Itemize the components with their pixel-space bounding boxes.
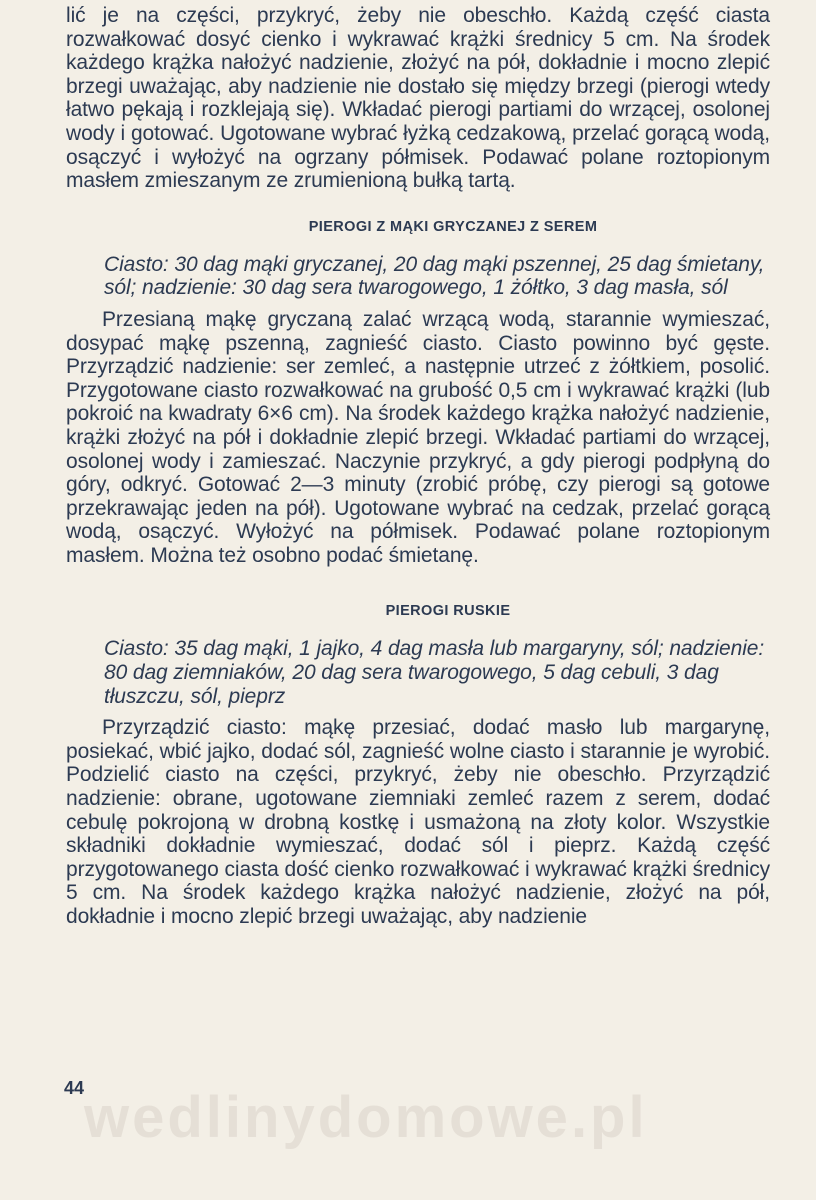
- recipe-method-ruskie: Przyrządzić ciasto: mąkę przesiać, dodać masło lub margarynę, posiekać, wbić jajko, dodać sól, zagnieść wolne ciasto i starannie je wyrobić. Podzielić ciasto na części, przykryć, żeby nie obeschło. Przyrządzić nadzienie: obrane, ugotowane ziemniaki zemleć razem z serem, dodać cebulę pokrojoną w drobną kostkę i usmażoną na złoty kolor. Wszystkie składniki dokładnie wymieszać, dodać sól i pieprz. Każdą część przygotowanego ciasta dość cienko rozwałkować i wykrawać krążki średnicy 5 cm. Na środek każdego krążka nałożyć nadzienie, złożyć na pół, dokładnie i mocno zlepić brzegi uważając, aby nadzienie: [66, 716, 770, 928]
- watermark: wedlinydomowe.pl: [84, 1085, 648, 1150]
- recipe-title-buckwheat: PIEROGI Z MĄKI GRYCZANEJ Z SEREM: [308, 218, 598, 235]
- recipe-ingredients-buckwheat: Ciasto: 30 dag mąki gryczanej, 20 dag mąki pszennej, 25 dag śmietany, sól; nadzienie: 30 dag sera twarogowego, 1 żółtko, 3 dag masła, sól: [104, 252, 765, 300]
- book-page: [66, 4, 770, 929]
- recipe-ingredients-ruskie: Ciasto: 35 dag mąki, 1 jajko, 4 dag masła lub margaryny, sól; nadzienie: 80 dag ziemniaków, 20 dag sera twarogowego, 5 dag cebuli, 3 dag tłuszczu, sól, pieprz: [104, 637, 765, 708]
- page-number: 44: [64, 1078, 85, 1098]
- intro-paragraph: lić je na części, przykryć, żeby nie obeschło. Każdą część ciasta rozwałkować dosyć cienko i wykrawać krążki średnicy 5 cm. Na środek każdego krążka nałożyć nadzienie, złożyć na pół, dokładnie i mocno zlepić brzegi uważając, aby nadzienie nie dostało się między brzegi (pierogi wtedy łatwo pękają i rozklejają się). Wkładać pierogi partiami do wrzącej, osolonej wody i gotować. Ugotowane wybrać łyżką cedzakową, przelać gorącą wodą, osączyć i wyłożyć na ogrzany półmisek. Podawać polane roztopionym masłem zmieszanym ze zrumienioną bułką tartą.: [66, 4, 770, 193]
- recipe-method-buckwheat: Przesianą mąkę gryczaną zalać wrzącą wodą, starannie wymieszać, dosypać mąkę pszenną, zagnieść ciasto. Ciasto powinno być gęste. Przyrządzić nadzienie: ser zemleć, a następnie utrzeć z żółtkiem, posolić. Przygotowane ciasto rozwałkować na grubość 0,5 cm i wykrawać krążki (lub pokroić na kwadraty 6×6 cm). Na środek każdego krążka nałożyć nadzienie, krążki złożyć na pół i dokładnie zlepić brzegi. Wkładać partiami do wrzącej, osolonej wody i zamieszać. Naczynie przykryć, a gdy pierogi podpłyną do góry, odkryć. Gotować 2—3 minuty (zrobić próbę, czy pierogi są gotowe przekrawając jeden na pół). Ugotowane wybrać na cedzak, przelać gorącą wodą, osączyć. Wyłożyć na półmisek. Podawać polane roztopionym masłem. Można też osobno podać śmietanę.: [66, 307, 770, 567]
- recipe-title-ruskie: PIEROGI RUSKIE: [385, 603, 511, 620]
